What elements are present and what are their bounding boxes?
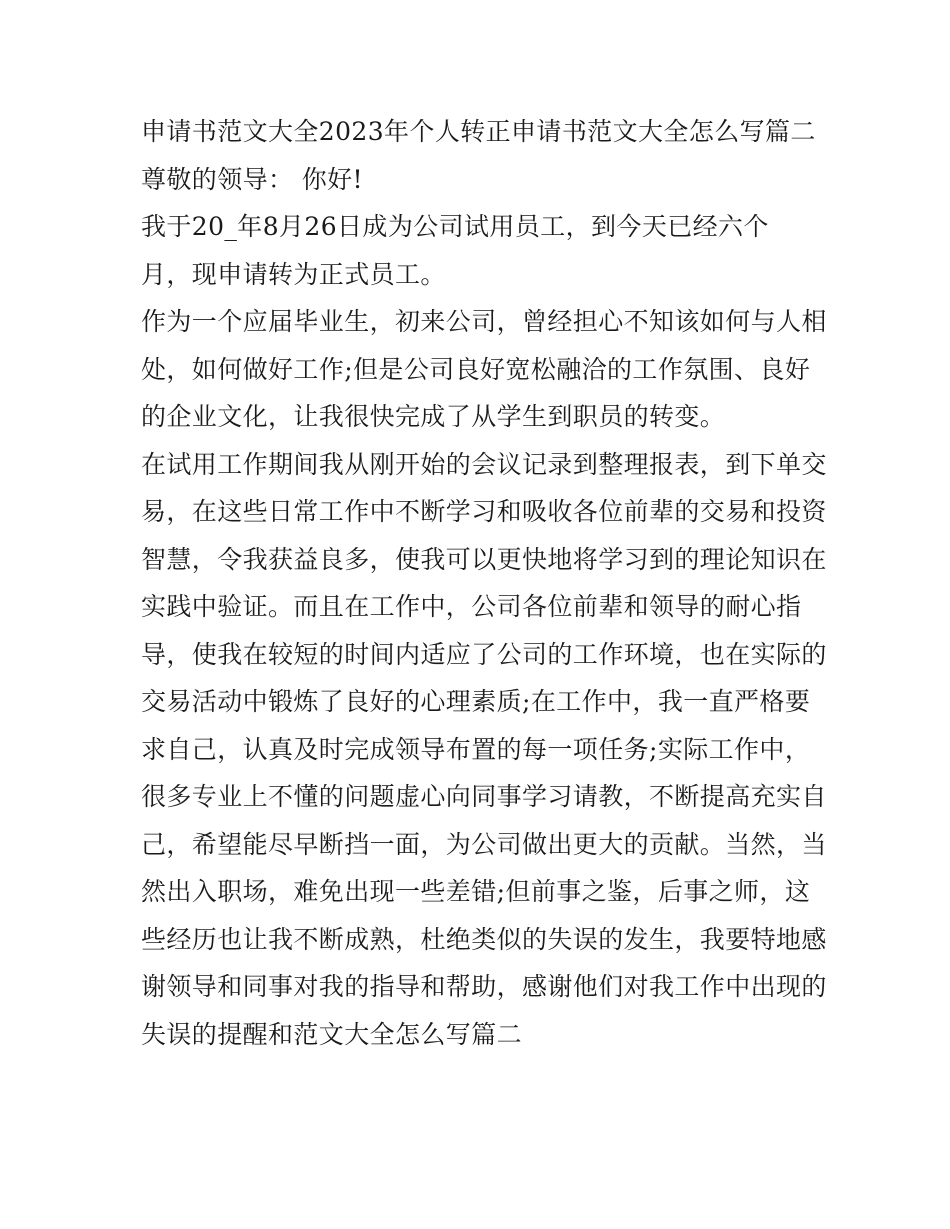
text-line: 我于20_年8月26日成为公司试用员工，到今天已经六个	[141, 212, 769, 241]
salutation-line: 尊敬的领导： 你好!	[141, 164, 363, 194]
text-line: 在试用工作期间我从刚开始的会议记录到整理报表，到下单交	[141, 449, 827, 479]
text-line: 求自己，认真及时完成领导布置的每一项任务;实际工作中，	[141, 734, 811, 764]
text-line: 智慧，令我获益良多，使我可以更快地将学习到的理论知识在	[141, 544, 827, 574]
text-line: 实践中验证。而且在工作中，公司各位前辈和领导的耐心指	[141, 592, 802, 621]
text-line: 作为一个应届毕业生，初来公司，曾经担心不知该如何与人相	[141, 307, 827, 336]
text-line: 交易活动中锻炼了良好的心理素质;在工作中，我一直严格要	[141, 687, 811, 716]
document-title-line: 申请书范文大全2023年个人转正申请书范文大全怎么写篇二	[141, 117, 816, 146]
text-line: 的企业文化，让我很快完成了从学生到职员的转变。	[141, 402, 726, 431]
document-body	[141, 108, 827, 1058]
text-line: 些经历也让我不断成熟，杜绝类似的失误的发生，我要特地感	[141, 924, 827, 954]
text-line: 易，在这些日常工作中不断学习和吸收各位前辈的交易和投资	[141, 497, 827, 526]
text-line: 然出入职场，难免出现一些差错;但前事之鉴，后事之师，这	[141, 877, 811, 906]
text-line: 月，现申请转为正式员工。	[141, 259, 446, 289]
text-line: 很多专业上不懂的问题虚心向同事学习请教，不断提高充实自	[141, 782, 827, 811]
text-line: 失误的提醒和范文大全怎么写篇二	[141, 1019, 523, 1049]
text-line: 谢领导和同事对我的指导和帮助，感谢他们对我工作中出现的	[141, 972, 827, 1001]
text-line: 处，如何做好工作;但是公司良好宽松融洽的工作氛围、良好	[141, 354, 811, 384]
text-line: 己，希望能尽早断挡一面，为公司做出更大的贡献。当然，当	[141, 829, 827, 859]
text-line: 导，使我在较短的时间内适应了公司的工作环境，也在实际的	[141, 639, 827, 669]
